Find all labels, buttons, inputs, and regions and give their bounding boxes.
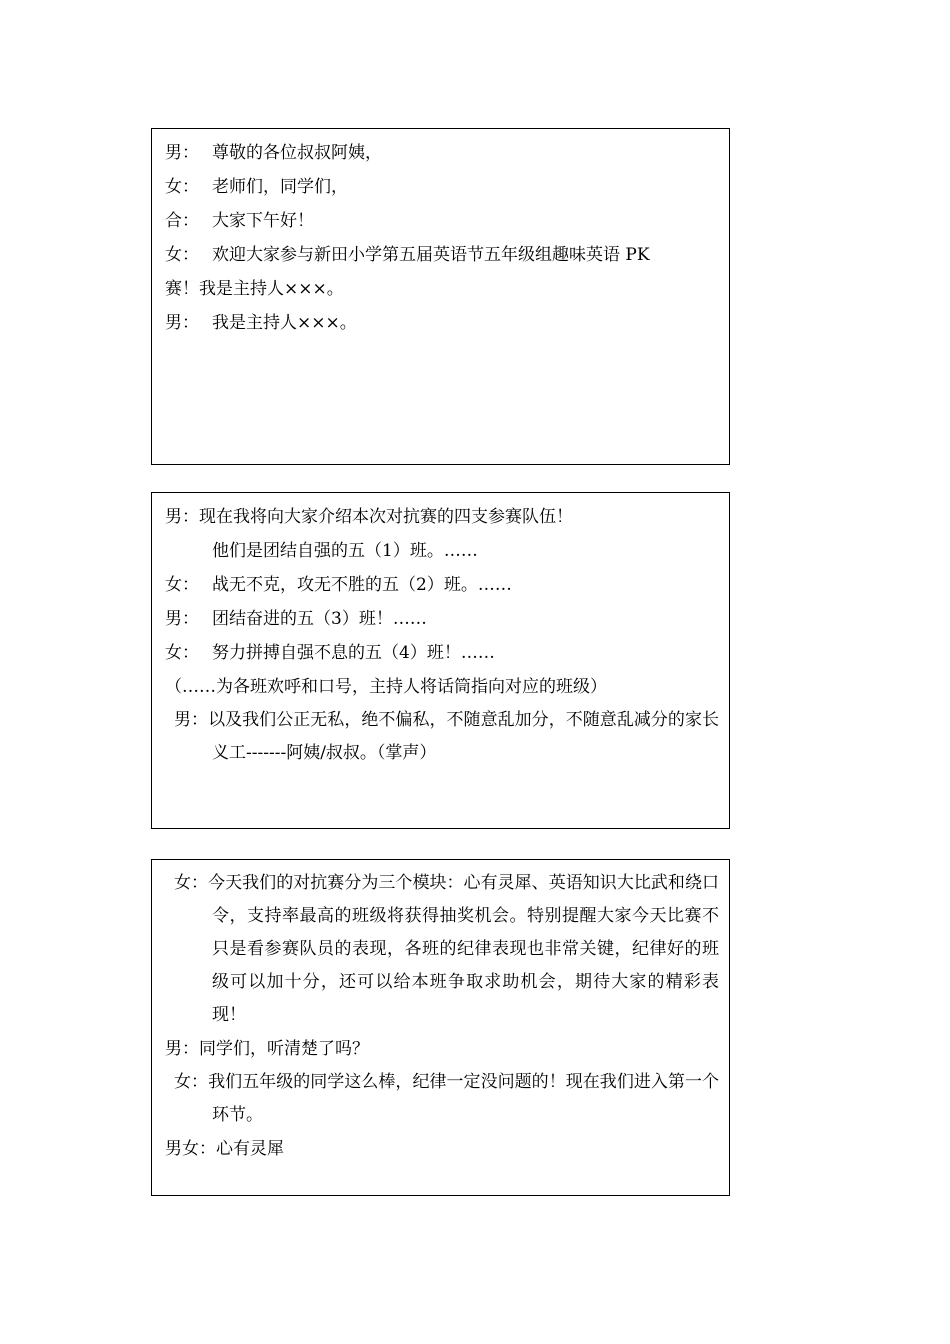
line-text: 我是主持人×××。 <box>212 313 357 333</box>
script-line: 男：以及我们公正无私，绝不偏私，不随意乱加分，不随意乱减分的家长义工-------阿姨/叔叔。（掌声） <box>174 710 719 763</box>
script-line <box>165 636 719 670</box>
script-line <box>165 602 719 636</box>
speaker-label: 女： <box>165 643 199 663</box>
script-line-continuation <box>165 272 719 306</box>
script-line <box>165 306 719 340</box>
speaker-label: 合： <box>165 211 199 231</box>
line-text: 赛！我是主持人×××。 <box>165 279 344 299</box>
line-text: 努力拼搏自强不息的五（4）班！…… <box>212 643 495 663</box>
speaker-label: 女： <box>165 177 199 197</box>
script-line <box>165 238 719 272</box>
speaker-label: 男： <box>165 143 199 163</box>
script-card-teams <box>151 492 730 829</box>
line-text: 战无不克，攻无不胜的五（2）班。…… <box>212 575 512 595</box>
script-line <box>165 568 719 602</box>
script-line: 女：今天我们的对抗赛分为三个模块：心有灵犀、英语知识大比武和绕口令，支持率最高的班级将获得抽奖机会。特别提醒大家今天比赛不只是看参赛队员的表现，各班的纪律表现也非常关键，纪律好的班级可以加十分，还可以给本班争取求助机会，期待大家的精彩表现！ <box>174 873 719 1025</box>
line-text: 老师们，同学们， <box>212 177 348 197</box>
script-line: 男：同学们，听清楚了吗？ <box>165 1039 369 1059</box>
speaker-label: 女： <box>165 245 199 265</box>
script-line <box>165 204 719 238</box>
speaker-label: 男： <box>165 609 199 629</box>
speaker-label: 女： <box>165 575 199 595</box>
script-line: 男：现在我将向大家介绍本次对抗赛的四支参赛队伍！ <box>165 507 573 527</box>
script-line <box>165 136 719 170</box>
script-line: 女：我们五年级的同学这么棒，纪律一定没问题的！现在我们进入第一个环节。 <box>174 1072 719 1125</box>
script-line: 男女：心有灵犀 <box>165 1139 284 1159</box>
script-card-rules <box>151 859 730 1196</box>
stage-direction: （……为各班欢呼和口号，主持人将话筒指向对应的班级） <box>165 677 607 697</box>
line-text: 大家下午好！ <box>212 211 314 231</box>
line-text: 欢迎大家参与新田小学第五届英语节五年级组趣味英语 PK <box>212 245 650 265</box>
speaker-label: 男： <box>165 313 199 333</box>
script-card-opening <box>151 128 730 465</box>
script-line <box>165 170 719 204</box>
line-text: 尊敬的各位叔叔阿姨， <box>212 143 382 163</box>
line-text: 团结奋进的五（3）班！…… <box>212 609 427 629</box>
script-line-continuation: 他们是团结自强的五（1）班。…… <box>212 541 478 561</box>
